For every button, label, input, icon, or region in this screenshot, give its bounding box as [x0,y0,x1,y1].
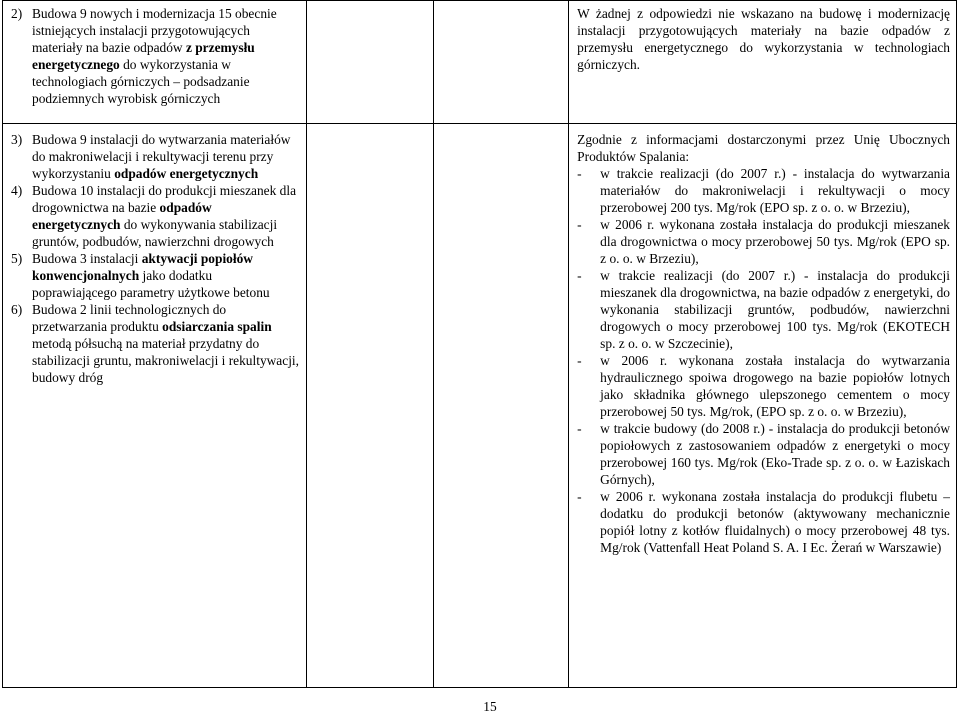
bullet-dash: - [577,353,582,368]
table-row [3,1,957,124]
item-text: Budowa 9 nowych i modernizacja 15 obecnie istniejących instalacji przygotowujących materiały na bazie odpadów z przemysłu energetycznego do wykorzystania w technologiach górniczych – podsadzanie podziemnych wyrobisk górniczych [32,6,277,106]
task-item-5 [11,250,300,301]
list-item [577,352,950,420]
bullet-dash: - [577,421,582,436]
task-item-4 [11,182,300,250]
item-text: Budowa 10 instalacji do produkcji mieszanek dla drogownictwa na bazie odpadów energetycznych do wykonywania stabilizacji gruntów, podbudów, nawierzchni drogowych [32,183,297,249]
task-item-6 [11,301,300,386]
item-number: 3) [11,132,23,147]
list-item-text: w trakcie realizacji (do 2007 r.) - instalacja do produkcji mieszanek dla drogownictwa, na bazie odpadów z energetyki, do wykonania stabilizacji gruntów, podbudów, nawierzchni drogowych o mocy przerobowej 100 tys. Mg/rok (EKOTECH sp. z o. o. w Szczecinie), [600,268,950,351]
empty-cell [306,1,433,124]
list-item [577,165,950,216]
bullet-dash: - [577,217,582,232]
item-number: 6) [11,302,23,317]
result-cell [569,124,957,688]
item-text: Budowa 9 instalacji do wytwarzania materiałów do makroniwelacji i rekultywacji terenu przy wykorzystaniu odpadów energetycznych [32,132,291,181]
result-text: W żadnej z odpowiedzi nie wskazano na budowę i modernizację instalacji przygotowujących materiały na bazie odpadów z przemysłu energetycznego do wykorzystania w technologiach górniczych. [577,6,950,72]
page-number: 15 [483,699,497,714]
bullet-dash: - [577,268,582,283]
list-item-text: w trakcie budowy (do 2008 r.) - instalacja do produkcji betonów popiołowych z zastosowaniem odpadów z energetyki o mocy przerobowej 160 tys. Mg/rok (Eko-Trade sp. z o. o. w Łaziskach Górnych), [600,421,950,487]
list-item-text: w 2006 r. wykonana została instalacja do produkcji flubetu – dodatku do produkcji betonów (aktywowany mechanicznie popiół lotny z kotłów fluidalnych) o mocy przerobowej 48 tys. Mg/rok (Vattenfall Heat Poland S. A. I Ec. Żerań w Warszawie) [600,489,950,555]
empty-cell [433,124,568,688]
empty-cell [306,124,433,688]
task-cell [3,124,307,688]
task-item-3 [11,131,300,182]
empty-cell [433,1,568,124]
table-row [3,124,957,688]
list-item [577,216,950,267]
task-cell [3,1,307,124]
list-item-text: w 2006 r. wykonana została instalacja do wytwarzania hydraulicznego spoiwa drogowego na bazie popiołów lotnych jako składnika głównego ulepszonego cementem o mocy przerobowej 50 tys. Mg/rok, (EPO sp. z o. o. w Brzeziu), [600,353,950,419]
item-text: Budowa 3 instalacji aktywacji popiołów konwencjonalnych jako dodatku poprawiającego parametry użytkowe betonu [32,251,270,300]
list-item-text: w trakcie realizacji (do 2007 r.) - instalacja do wytwarzania materiałów do makroniwelacji i rekultywacji o mocy przerobowej 200 tys. Mg/rok (EPO sp. z o. o. w Brzeziu), [600,166,950,215]
item-number: 5) [11,251,23,266]
document-table [2,0,957,688]
list-item [577,267,950,352]
list-item [577,488,950,556]
result-intro: Zgodnie z informacjami dostarczonymi przez Unię Ubocznych Produktów Spalania: [577,132,950,164]
item-text: Budowa 2 linii technologicznych do przetwarzania produktu odsiarczania spalin metodą półsuchą na materiał przydatny do stabilizacji gruntu, makroniwelacji i rekultywacji, budowy dróg [32,302,299,385]
item-number: 4) [11,183,23,198]
bullet-dash: - [577,166,582,181]
bullet-dash: - [577,489,582,504]
task-item-2 [11,5,300,107]
result-cell [569,1,957,124]
list-item-text: w 2006 r. wykonana została instalacja do produkcji mieszanek dla drogownictwa o mocy przerobowej 50 tys. Mg/rok (EPO sp. z o. o. w Brzeziu), [600,217,950,266]
list-item [577,420,950,488]
item-number: 2) [11,6,23,21]
